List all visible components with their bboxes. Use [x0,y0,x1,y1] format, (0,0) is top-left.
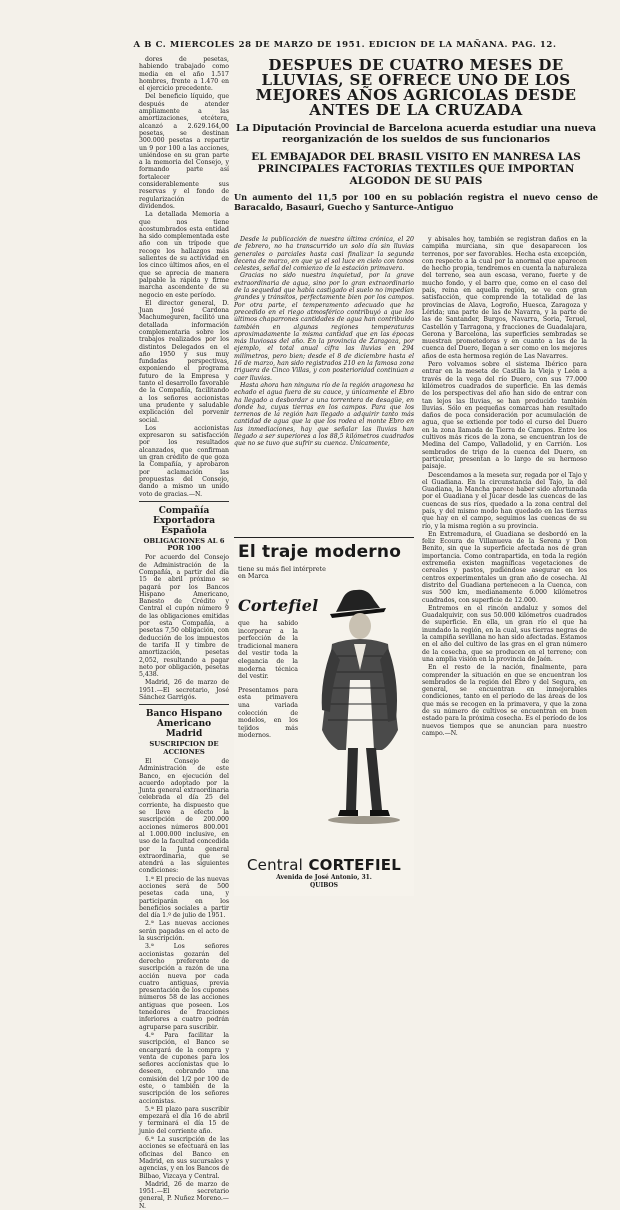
ad-body [238,620,298,746]
paragraph: Desde la publicación de nuestra última crónica, el 20 de febrero, no ha transcurrido un solo día sin lluvias generales o parciales hasta casi finalizar la segunda decena de marzo, en que ya el sol luce en cielo con tonos celestes, señal del comienzo de la estación primavera. [234,236,414,273]
running-head: A B C. MIERCOLES 28 DE MARZO DE 1951. EDICION DE LA MAÑANA. PAG. 12. [133,40,557,50]
paragraph: Entremos en el rincón andaluz y somos del Guadalquivir, con sus 50.000 kilómetros cuadrados de superficie. En ella, un gran río el que ha inundado la región, en la cual, sus tierras negras de la campiña sevillana no han sido afectadas. Estamos en el año del cultivo de las gras en el gran número de la cosecha, que se producen en el terreno; con una amplia visión en la provincia de Jaén. [422,604,587,663]
paragraph: y abisales hoy, también se registran daños en la campiña murciana, sin que desaparecen los terrenos, por ser favorables. Hecha esta excepción, con respecto a la cual por la anormal que aparecen de hecho propia, tendremos en cuenta la naturaleza del terreno, sea aun escasa, verano, fuerte y de mucho fondo, y el barro que, como en el caso del país, reina en aquella región, se ve con gran satisfacción, que comprende la totalidad de las provincias de Alava, Logroño, Huesca, Zaragoza y Lérida; una parte de las de Navarra, y la parte de las de Santander, Burgos, Navarra, Soria, Teruel, Castellón y Tarragona, y fracciones de Guadalajara, Gerona y Barcelona, las superficies sembradas se muestran prometedoras y en cuanto a las de la cuenca del Duero, llegan a ser como en los mejores años de esta hermosa región de Las Navarres. [422,236,587,360]
paragraph: 2.ª Las nuevas acciones serán pagadas en el acto de la suscripción. [139,920,229,943]
ad-paragraph: que ha sabido incorporar a la perfección de la tradicional manera del vestir toda la elegancia de la moderna técnica del vestir. [238,620,298,681]
section-title: Compañía Exportadora Española [152,505,216,536]
man-in-suit-illustration [302,560,410,828]
main-headline: DESPUES DE CUATRO MESES DE LLUVIAS, SE OFRECE UNO DE LOS MEJORES AÑOS AGRICOLAS DESDE ANTES DE LA CRUZADA [255,56,577,119]
paragraph: El Consejo de Administración de este Banco, en ejecución del acuerdo adoptado por la Junta general extraordinaria celebrada el día 25 del corriente, ha dispuesto que se lleve a efecto la suscripción de 200.000 acciones números 800.001 al 1.000.000 inclusive, en uso de la facultad concedida por la Junta general extraordinaria, que se atendrá a las siguientes condiciones: [139,757,229,875]
paragraph: Madrid, 26 de marzo de 1951.—El secretario general, P. Nuñez Moreno.—N. [139,1180,229,1210]
section-subtitle: SUSCRIPCION DE ACCIONES [149,740,219,756]
paragraph: Por acuerdo del Consejo de Administración de la Compañía, a partir del día 15 de abril próximo se pagará por los Bancos Hispano Americano, Banesto de Crédito y Central el cupón número 9 de las obligaciones emitidas por esta Compañía, a pesetas 7,50 obligación, con deducción de los impuestos de tarifa II y timbre de amortización, pesetas 2,052, resultando a pagar neto por obligación, pesetas 5,438. [139,554,229,679]
paragraph: Los accionistas expresaron su satisfacción por los resultados alcanzados, que confirman un gran crédito de que goza la Compañía, y aprobaron por aclamación las propuestas del Consejo, dando a mismo un unido voto de gracias.—N. [139,424,229,498]
middle-column [234,236,414,532]
section-subtitle: OBLIGACIONES AL 6 POR 100 [143,536,225,553]
subheadline: La Diputación Provincial de Barcelona acuerda estudiar una nueva reorganización de los sueldos de sus funcionarios [235,123,597,145]
store-name-prefix: Central [246,856,304,874]
paragraph: 4.ª Para facilitar la suscripción, el Banco se encargará de la compra y venta de cupones para los señores accionistas que lo deseen, cobrando una comisión del 1/2 por 100 de este, o también de la suscripción de los señores accionistas. [139,1031,229,1105]
secondary-headline: EL EMBAJADOR DEL BRASIL VISITO EN MANRESA LAS PRINCIPALES FACTORIAS TEXTILES QUE IMPORTAN ALGODON DE SU PAIS [251,151,581,187]
paragraph: Del beneficio líquido, que después de atender ampliamente a las amortizaciones, etcétera, alcanzó a 2.629.164,00 pesetas, se destinan 300.000 pesetas a repartir un 9 por 100 a las acciones, uniéndose en su gran parte a la memoria del Consejo, y formando parte así fortalecer considerablemente sus reservas y el fondo de regularización de dividendos. [139,93,229,210]
paragraph: Gracias no sido nuestra inquietud, por la grave extraordinaria de agua, sino por lo gran extraordinario de la sequedad que había castigado el suelo no impedían grandes y tránsitos, perfectamente bien por los campos. Por otra parte, el temperamento adecuado que ha precedido en el riego atmosférico contribuyó a que los últimos chaparrones cantidades de agua han contribuido también en algunas regiones temperaturas aproximadamente la misma cantidad que en las épocas más lluviosas del año. En la provincia de Zaragoza, por ejemplo, el total anual cifra las lluvias en 294 milímetros, pero bien; desde el 8 de diciembre hasta el 16 de marzo, han sido registrados 210 en la famosa zona triguera de Cinco Villas, y con posterioridad continúan a caer lluvias. [234,272,414,382]
divider [139,501,229,502]
paragraph: Hasta ahora han ninguna río de la región aragonesa ha echado el agua fuera de su cauce, y únicamente el Ebro ha llegado a desbordar a una torrentera de desagüe, en donde ha, cuyas tierras en los campos. Para que los terrenos de la región han llegado a adquirir tanto más cantidad de agua que la que los rodea el monte Ebro en las inmediaciones, hay que señalar las lluvias han llegado a ser superiores a los 88,5 kilómetros cuadrados que no se tuvo que sufrir su cuenca. Únicamente, [234,381,414,448]
ad-paragraph: Presentamos para esta primavera una variada colección de modelos, en los tejidos más modernos. [238,686,298,740]
paragraph: En Extremadura, el Guadiana se desbordó en la feliz Ecoura de Villanueva de la Serena y Don Benito, sin que la superficie afectada nos de gran importancia. Como contrapartida, en toda la región extremeña existen magníficas vegetaciones de cereales y pastos, pudiéndose asegurar en los centros experimentales un gran año de cosecha. Al distrito del Guadiana pertenecen a la Cuenca, con sus 500 km, medianamente 6.000 kilómetros cuadrados, con superficie de 12.000. [422,530,587,604]
paragraph: La detallada Memoria a que nos tiene acostumbrados esta entidad ha sido complementada este año con un trípode que recoge los hallazgos más salientes de su actividad en los cinco últimos años, en el que se aprecia de manera palpable la rápida y firme marcha ascendente de su negocio en este período. [139,211,229,299]
paragraph: 1.ª El precio de las nuevas acciones será de 500 pesetas cada una, y participarán en los beneficios sociales a partir del día 1.º de julio de 1951. [139,875,229,920]
ad-title: El traje moderno [238,542,402,562]
ad-tagline: tiene su más fiel intérprete en Marca [238,565,326,581]
paragraph: 5.ª El plazo para suscribir empezará el día 16 de abril y terminará el día 15 de junio del corriente año. [139,1105,229,1135]
right-column [422,236,587,896]
store-city: QUIBOS [309,881,338,889]
store-address-line: Avenida de José Antonio, 31. [276,874,372,881]
store-address [238,874,410,889]
brand-logo: Cortefiel [238,596,319,615]
headline-block [234,58,598,212]
left-column [139,56,229,1210]
paragraph: El director general, D. Juan José Cardona Machumeguren, facilitó una detallada información complementaria sobre los trabajos realizados por los distintos Delegados en el año 1950 y sus muy fundadas perspectivas, exponiendo el programa futuro de la Empresa y tanto el desarrollo favorable de la Compañía, facilitando a los señores accionistas una prudente y saludable explicación del porvenir social. [139,299,229,424]
paragraph: 6.ª La suscripción de las acciones se efectuará en las oficinas del Banco en Madrid, en sus sucursales y agencias, y en los Bancos de Bilbao, Vizcaya y Central. [139,1136,229,1180]
paragraph: Madrid, 26 de marzo de 1951.—El secretario, José Sánchez Garrigós. [139,679,229,702]
paragraph: dores de pesetas, habiendo trabajado como media en el año 1.517 hombres, frente a 1.470 en el ejercicio precedente. [139,56,229,93]
paragraph: 3.ª Los señores accionistas gozarán del derecho preferente de suscripción a razón de una acción nueva por cada cuatro antiguas, previa presentación de los cupones números 58 de las acciones antiguas que poseen. Los tenedores de fracciones inferiores a cuatro podrán agruparse para suscribir. [139,943,229,1031]
paragraph: Descendamos a la meseta sur, regada por el Tajo y el Guadiana. En la circunstancia del Tajo, la del Guadiana, la Mancha parece haber sido afortunada por el Guadiana y el Júcar desde las cuencas de las cuencas de sus ríos, quedado a la zona central del país, y del mismo modo han quedado en las tierras que hay en el campo, seguimos las cuencas de su río, y la misma región a su provincia. [422,471,588,530]
paragraph: En el resto de la nación, finalmente, para comprender la situación en que se encuentran los sembrados de la región del Ebro y del Segura, en general, se encuentran en inmejorables condiciones, tanto en el período de las áreas de los que más se recogen en la primavera, y que la zona de su número de cultivos se encuentran en buen estado para la próxima cosecha. Es el período de los nuevos tiempos que se anuncian para nuestro campo.—N. [422,664,587,737]
cortefiel-advertisement [234,537,414,896]
tertiary-headline: Un aumento del 11,5 por 100 en su población registra el nuevo censo de Baracaldo, Basauri, Guecho y Santurce-Antiguo [234,192,598,212]
store-name [238,856,410,874]
section-title: Banco Hispano Americano Madrid [145,709,223,740]
store-name-main: CORTEFIEL [308,856,402,874]
paragraph: Pero volvamos sobre el sistema Ibérico para entrar en la meseta de Castilla la Vieja y León a través de la vega del río Duero, con sus 77.000 kilómetros cuadrados de superficie. En las demás de los perspectivas del año han sido de entrar con tan lejos las lluvias, se han producido también lluvias. Sólo en pequeñas comarcas han resultado daños de poca consideración por acumulación de agua, que se extiende por todo el curso del Duero en la zona llamada de Tierra de Campos. Entre los cultivos más ricos de la zona, se encuentran los de Medina del Campo, Valladolid, y en Carrión. Los sembrados de trigo de la cuenca del Duero, en particular, presentan a lo largo de su hermoso paisaje. [422,361,587,471]
divider [139,704,229,705]
